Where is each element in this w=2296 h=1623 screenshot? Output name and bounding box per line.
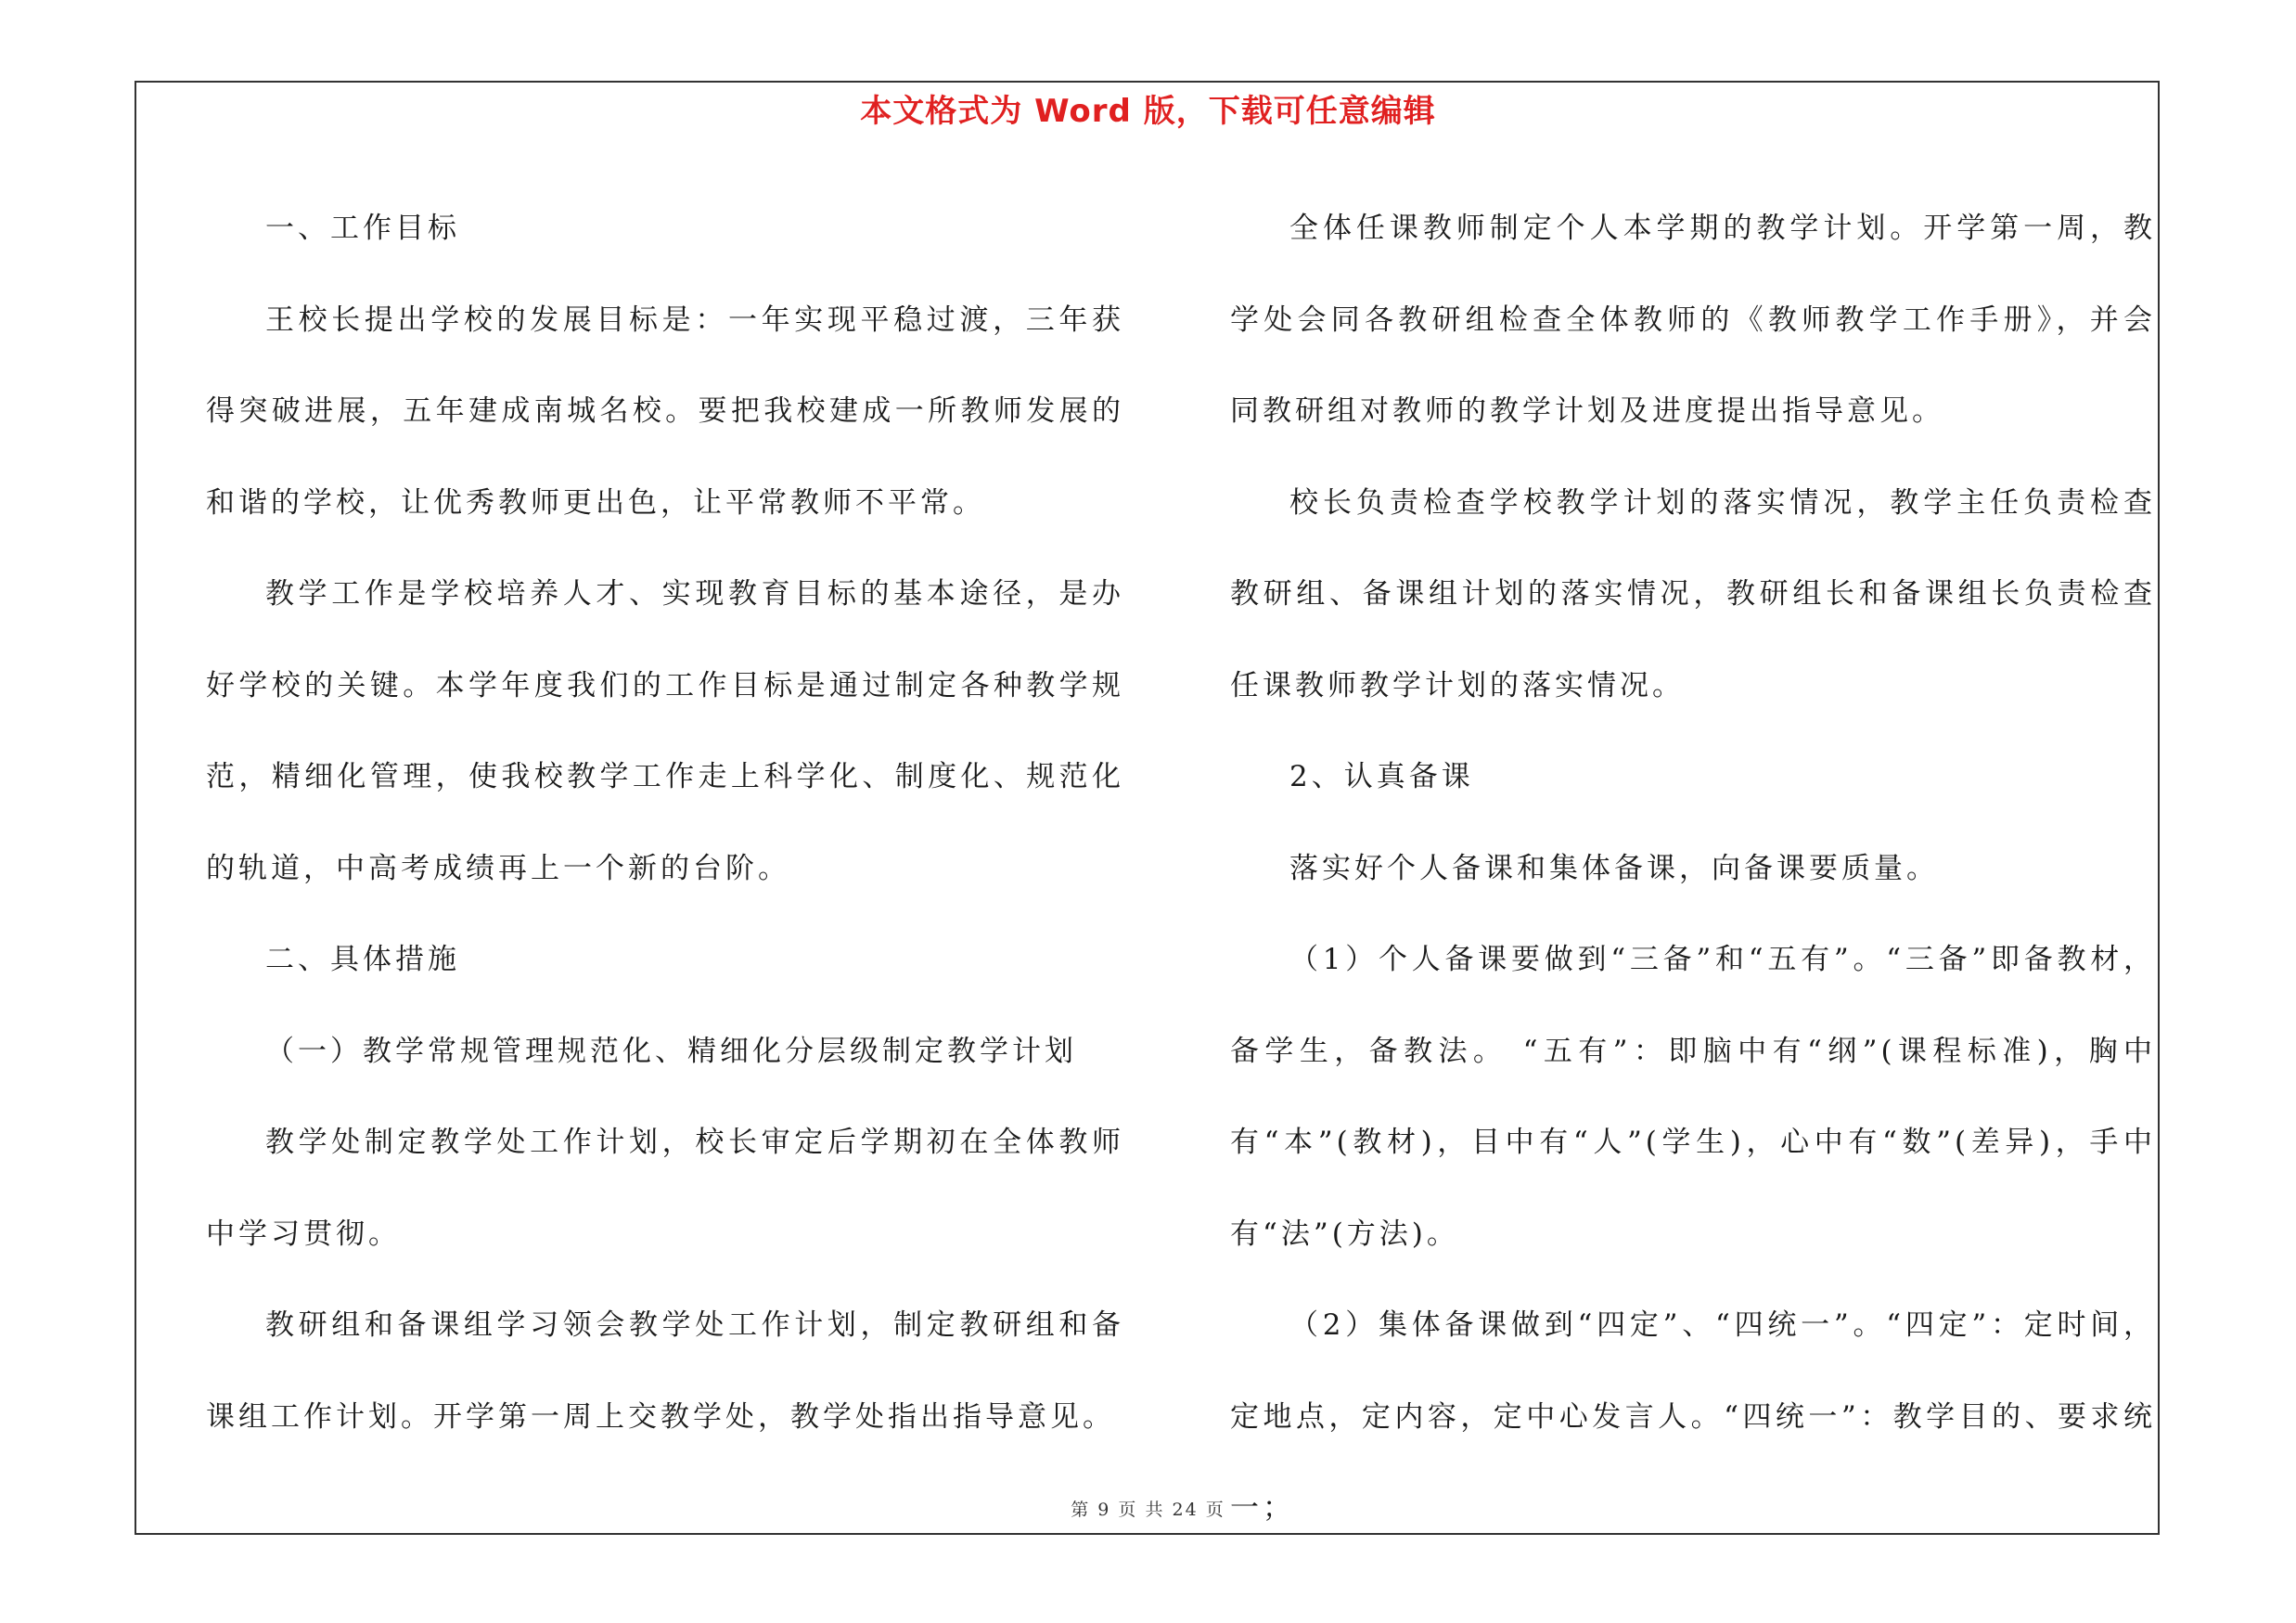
right-column xyxy=(1230,183,2156,1554)
paragraph-plan-inspection: 校长负责检查学校教学计划的落实情况，教学主任负责检查教研组、备课组计划的落实情况，教研组长和备课组长负责检查任课教师教学计划的落实情况。 xyxy=(1230,485,2156,702)
paragraph-collective-prep: （2）集体备课做到“四定”、“四统一”。“四定”：定时间，定地点，定内容，定中心发言人。“四统一”：教学目的、要求统一； xyxy=(1230,1308,2156,1525)
heading-work-goal: 一、工作目标 xyxy=(265,212,460,245)
page-number-footer: 第 9 页 共 24 页 xyxy=(1071,1500,1225,1520)
heading-lesson-prep: 2、认真备课 xyxy=(1289,760,1474,793)
paragraph-teaching-office-plan: 教学处制定教学处工作计划，校长审定后学期初在全体教师中学习贯彻。 xyxy=(206,1126,1124,1251)
left-column xyxy=(206,183,1124,1462)
heading-specific-measures: 二、具体措施 xyxy=(265,943,460,976)
paragraph-teaching-work: 教学工作是学校培养人才、实现教育目标的基本途径，是办好学校的关键。本学年度我们的工作目标是通过制定各种教学规范，精细化管理，使我校教学工作走上科学化、制度化、规范化的轨道，中高考成绩再上一个新的台阶。 xyxy=(206,577,1124,885)
paragraph-development-goal: 王校长提出学校的发展目标是：一年实现平稳过渡，三年获得突破进展，五年建成南城名校。要把我校建成一所教师发展的和谐的学校，让优秀教师更出色，让平常教师不平常。 xyxy=(206,303,1124,520)
paragraph-prep-quality: 落实好个人备课和集体备课，向备课要质量。 xyxy=(1289,851,1939,885)
subheading-routine-management: （一）教学常规管理规范化、精细化分层级制定教学计划 xyxy=(265,1034,1077,1068)
paragraph-individual-prep: （1）个人备课要做到“三备”和“五有”。“三备”即备教材，备学生，备教法。 “五有”：即脑中有“纲”(课程标准)，胸中有“本”(教材)，目中有“人”(学生)，心中有“数”(差异)，手中有“法”(方法)。 xyxy=(1230,943,2156,1251)
paragraph-research-group-plan: 教研组和备课组学习领会教学处工作计划，制定教研组和备课组工作计划。开学第一周上交教学处，教学处指出指导意见。 xyxy=(206,1308,1124,1434)
paragraph-teacher-plan: 全体任课教师制定个人本学期的教学计划。开学第一周，教学处会同各教研组检查全体教师的《教师教学工作手册》，并会同教研组对教师的教学计划及进度提出指导意见。 xyxy=(1230,212,2156,428)
word-format-banner: 本文格式为 Word 版，下载可任意编辑 xyxy=(860,93,1436,130)
